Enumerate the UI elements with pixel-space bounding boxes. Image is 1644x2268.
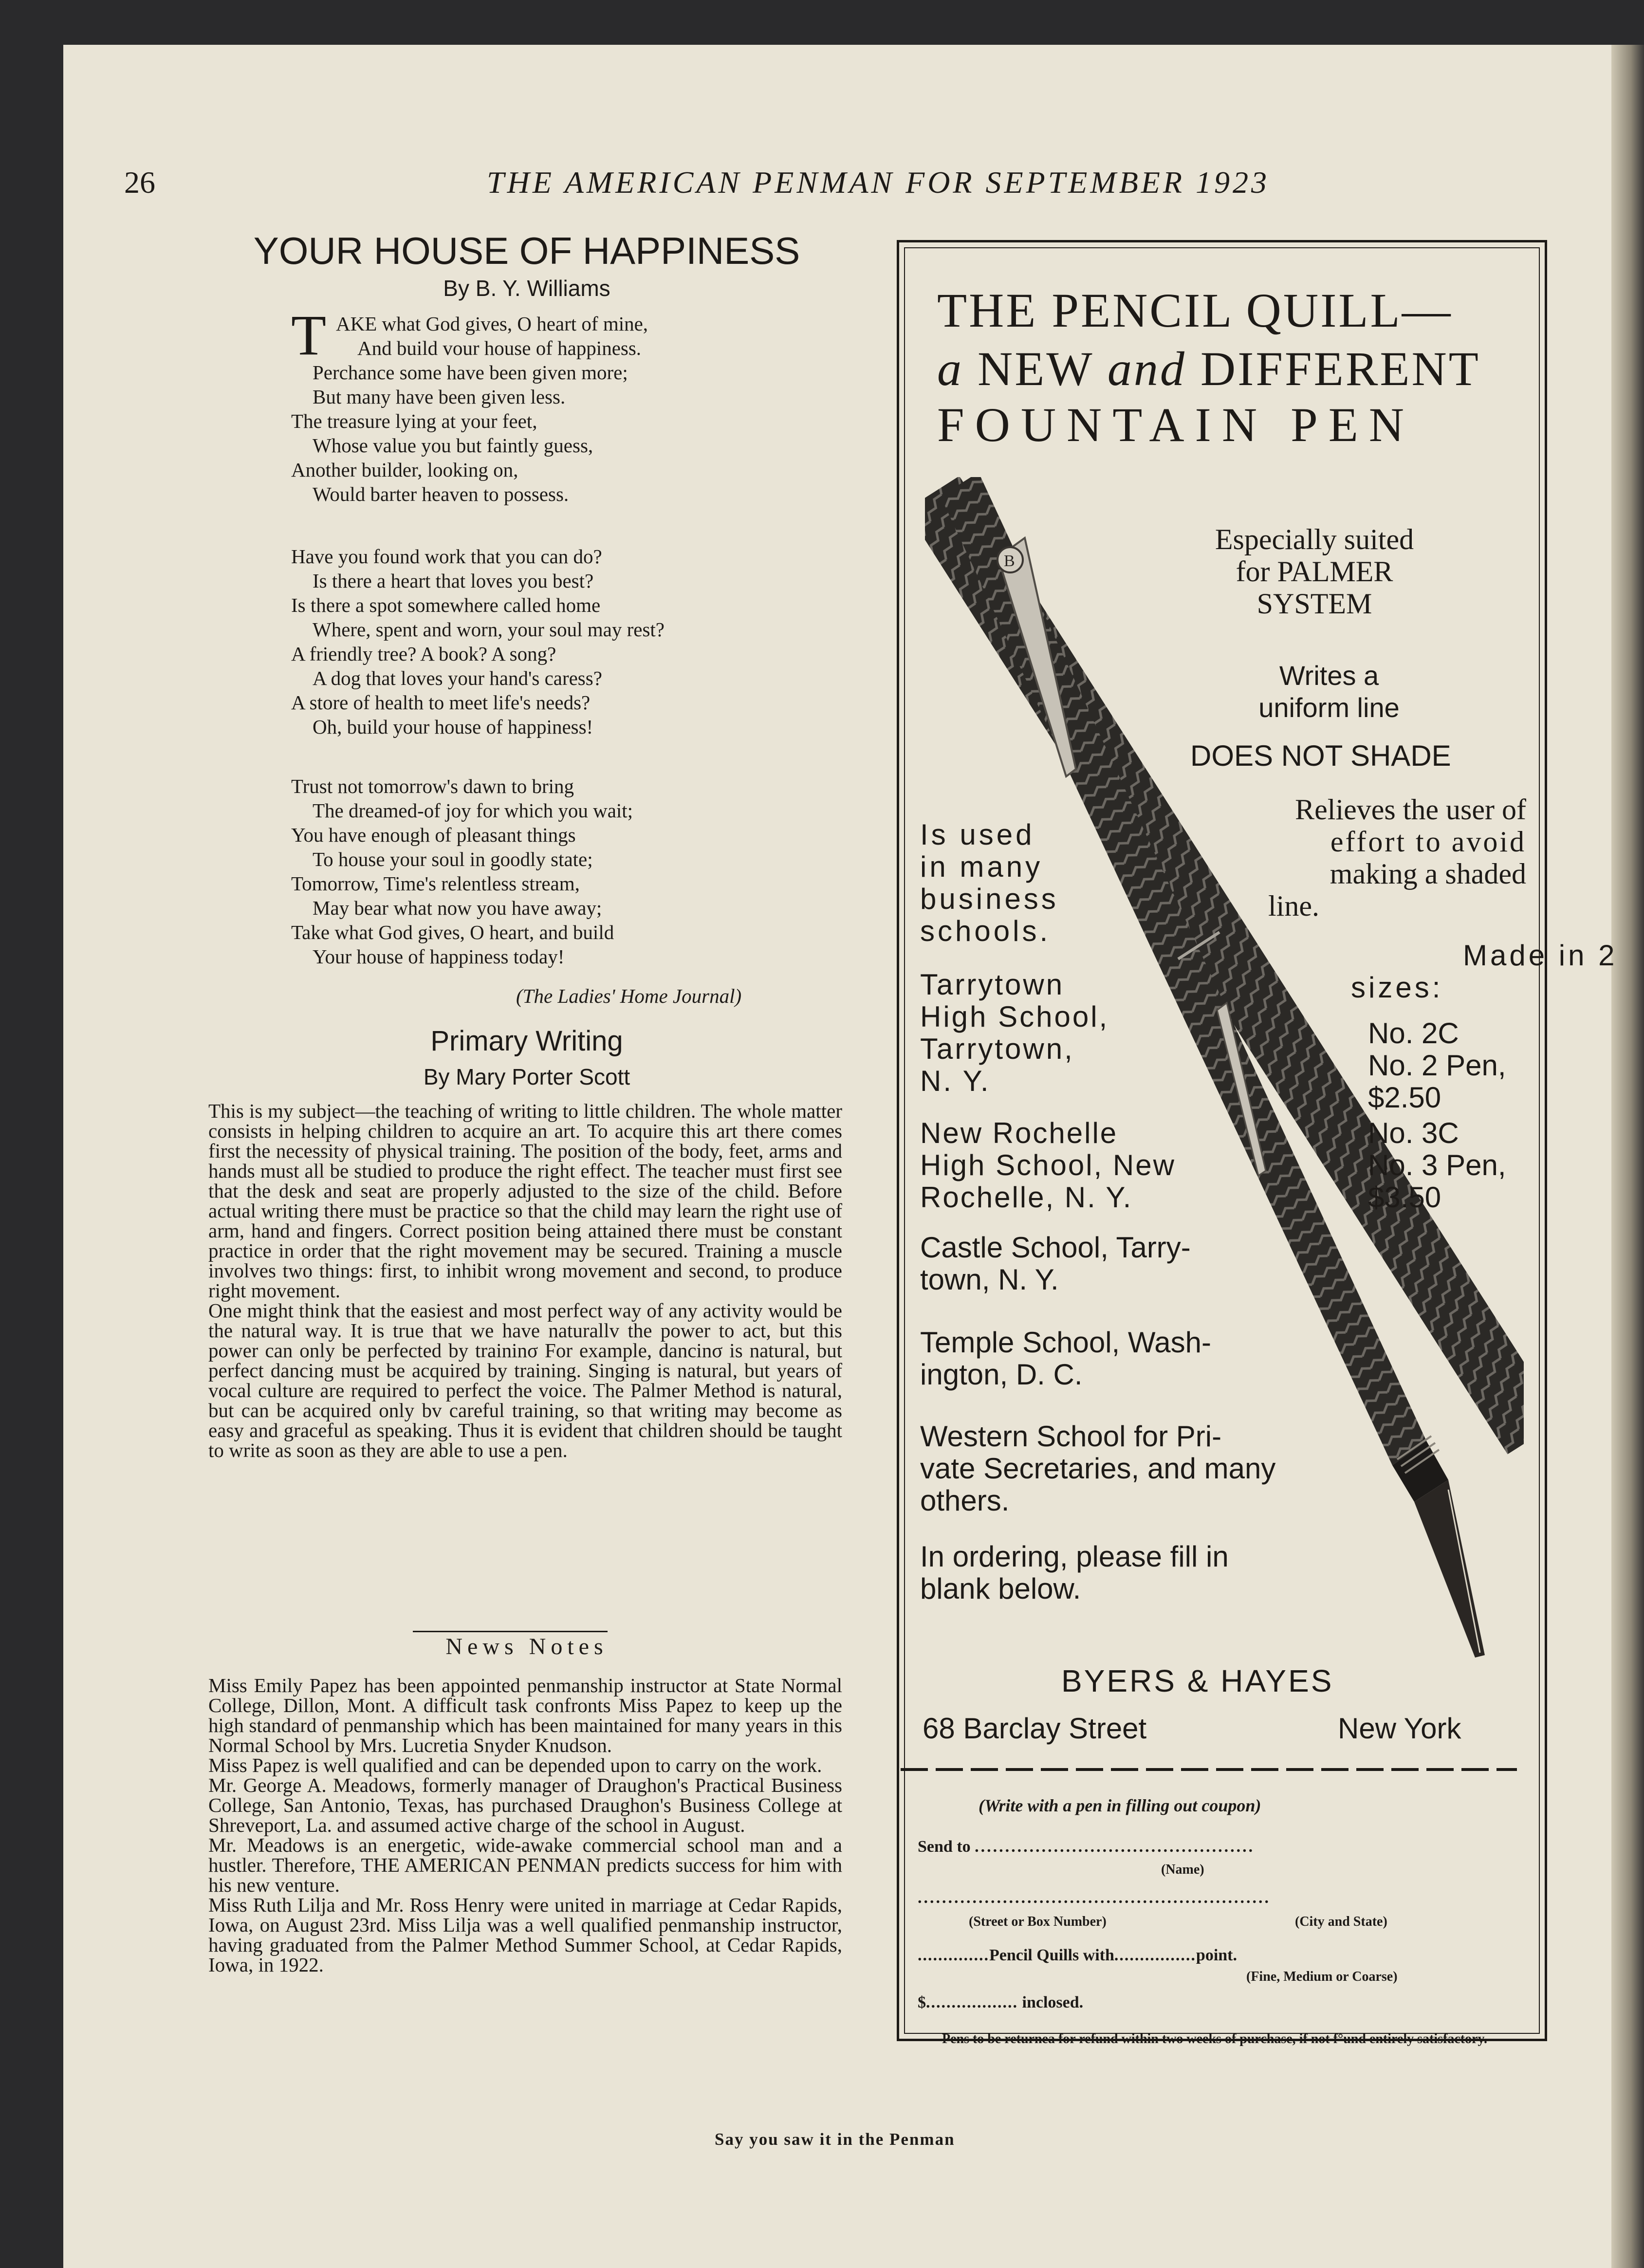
coupon-street-label: (Street or Box Number): [969, 1914, 1107, 1929]
poem-line: To house your soul in goodly state;: [313, 848, 593, 870]
paragraph: Mr. George A. Meadows, formerly manager of Draughon's Practical Business College, San Antonio, Texas, has purchased Draughon's Business College at Shreveport, La. and assumed active charge of the school in August.: [208, 1774, 842, 1836]
poem-line: AKE what God gives, O heart of mine,: [336, 313, 648, 335]
page-edge-shadow: [1611, 45, 1644, 2268]
article-body: [208, 1101, 842, 1460]
svg-text:B: B: [1004, 552, 1015, 570]
ad-schools-3: Castle School, Tarry- town, N. Y.: [920, 1231, 1191, 1296]
coupon-dollar-line: $.................. inclosed.: [918, 1993, 1084, 2011]
ad-ordering: In ordering, please fill in blank below.: [920, 1540, 1229, 1605]
coupon-instruction: (Write with a pen in filling out coupon): [979, 1796, 1261, 1815]
coupon-name-label: (Name): [1161, 1862, 1204, 1877]
ad-schools-4: Temple School, Wash- ington, D. C.: [920, 1326, 1212, 1391]
coupon-point-note: (Fine, Medium or Coarse): [1246, 1969, 1398, 1984]
ad-does-not-shade: DOES NOT SHADE: [1190, 739, 1451, 772]
poem-line: Have you found work that you can do?: [291, 545, 602, 568]
paragraph: Miss Papez is well qualified and can be depended upon to carry on the work.: [208, 1754, 822, 1776]
coupon-city-label: (City and State): [1295, 1914, 1387, 1929]
poem-line: Perchance some have been given more;: [313, 361, 628, 384]
coupon-refund-note: Pens to be returnea for refund within two weeks of purchase, if not f°und entirely satisfactory.: [942, 2031, 1487, 2047]
poem-source: (The Ladies' Home Journal): [516, 985, 742, 1007]
ad-city: New York: [1338, 1712, 1461, 1745]
coupon-address-line: ..........................................................: [918, 1889, 1271, 1907]
ad-suited: Especially suited for PALMER SYSTEM: [1215, 523, 1414, 620]
paragraph: One might think that the easiest and most perfect way of any activity would be the natural way. It is true that we have naturallv the power to act, but this power can only be perfected by traininσ For example, dancinσ is natural, but perfect dancing must be acquired by training. Singing is natural, but years of vocal culture are required to perfect the voice. The Palmer Method is natural, but can be acquired only bv careful training, so that writing may become as easy and graceful as speaking. Thus it is evident that children should be taught to write as soon as they are able to use a pen.: [208, 1299, 842, 1461]
section-rule: [413, 1631, 608, 1632]
poem-line: And build vour house of happiness.: [357, 337, 642, 359]
ad-headline-2: a NEW and DIFFERENT: [937, 342, 1480, 396]
poem-line: Would barter heaven to possess.: [313, 483, 569, 505]
ad-street: 68 Barclay Street: [923, 1712, 1147, 1745]
poem-line: Take what God gives, O heart, and build: [291, 921, 614, 943]
poem-stanza-1: [291, 312, 648, 506]
poem-line: A dog that loves your hand's caress?: [313, 667, 602, 689]
poem-line: Another builder, looking on,: [291, 459, 518, 481]
ad-schools-2: New Rochelle High School, New Rochelle, N. Y.: [920, 1117, 1176, 1214]
article-title: Primary Writing: [430, 1025, 623, 1057]
ad-writes: Writes a uniform line: [1258, 660, 1400, 723]
ad-size-1: No. 2C No. 2 Pen, $2.50: [1368, 1017, 1506, 1114]
paragraph: This is my subject—the teaching of writing to little children. The whole matter consists in helping children to acquire an art. To acquire this art there comes first the necessity of physical training. The position of the body, feet, arms and hands must all be studied to produce the right effect. The teacher must first see that the desk and seat are properly adjusted to the size of the child. Before actual writing there must be practice so that the child may learn the right use of arm, hand and fingers. Correct position being attained there must be constant practice in order that the right movement may be secured. Training a muscle involves two things: first, to inhibit wrong movement and second, to produce right movement.: [208, 1100, 842, 1302]
poem-line: A store of health to meet life's needs?: [291, 691, 591, 714]
ad-headline-3: FOUNTAIN PEN: [937, 398, 1415, 452]
coupon-cut-line: [901, 1768, 1517, 1771]
ad-sizes-title: Made in 2 sizes:: [1351, 939, 1618, 1004]
poem-line: Oh, build your house of happiness!: [313, 716, 593, 738]
poem-line: May bear what now you have away;: [313, 897, 602, 919]
poem-line: The dreamed-of joy for which you wait;: [313, 799, 633, 822]
page-number: 26: [124, 165, 155, 200]
paragraph: Mr. Meadows is an energetic, wide-awake commercial school man and a hustler. Therefore, THE AMERICAN PENMAN predicts success for him with his new venture.: [208, 1834, 842, 1896]
poem-stanza-2: [291, 544, 665, 739]
coupon-quills-line: ..............Pencil Quills with................point.: [918, 1946, 1238, 1964]
ad-relieves: Relieves the user of effort to avoid making a shaded line.: [1268, 793, 1526, 922]
poem-line: Is there a spot somewhere called home: [291, 594, 601, 616]
paragraph: Miss Ruth Lilja and Mr. Ross Henry were united in marriage at Cedar Rapids, Iowa, on August 23rd. Miss Lilja was a well qualified penmanship instructor, having graduated from the Palmer Method Summer School, at Cedar Rapids, Iowa, in 1922.: [208, 1894, 842, 1976]
pen-nib: [1414, 1480, 1485, 1658]
poem-byline: By B. Y. Williams: [443, 276, 610, 301]
running-header: THE AMERICAN PENMAN FOR SEPTEMBER 1923: [487, 165, 1270, 200]
page-footer: Say you saw it in the Penman: [715, 2130, 955, 2149]
coupon-send-to: Send to ..............................................: [918, 1838, 1255, 1856]
poem-line: Whose value you but faintly guess,: [313, 434, 593, 457]
poem-stanza-3: [291, 774, 633, 969]
paragraph: Miss Emily Papez has been appointed penmanship instructor at State Normal College, Dillon, Mont. A difficult task confronts Miss Papez to keep up the high standard of penmanship which has been maintained for many years in this Normal School by Mrs. Lucretia Snyder Knudson.: [208, 1674, 842, 1756]
ad-schools-5: Western School for Pri- vate Secretaries, and many others.: [920, 1420, 1276, 1517]
poem-line: You have enough of pleasant things: [291, 824, 576, 846]
poem-line: Where, spent and worn, your soul may rest?: [313, 618, 665, 641]
poem-dropcap: T: [291, 303, 327, 367]
poem-line: The treasure lying at your feet,: [291, 410, 537, 432]
poem-line: But many have been given less.: [313, 386, 566, 408]
poem-line: Is there a heart that loves you best?: [313, 570, 594, 592]
ad-used: Is used in many business schools.: [920, 818, 1059, 947]
news-body: [208, 1676, 842, 1975]
poem-line: A friendly tree? A book? A song?: [291, 643, 556, 665]
poem-line: Tomorrow, Time's relentless stream,: [291, 872, 580, 895]
ad-company: BYERS & HAYES: [1061, 1663, 1334, 1698]
ad-size-2: No. 3C No. 3 Pen, $3.50: [1368, 1117, 1506, 1214]
poem-line: Trust not tomorrow's dawn to bring: [291, 775, 574, 797]
ad-headline: THE PENCIL QUILL—: [937, 283, 1453, 337]
ad-schools-1: Tarrytown High School, Tarrytown, N. Y.: [920, 968, 1109, 1097]
poem-title: YOUR HOUSE OF HAPPINESS: [253, 229, 800, 272]
poem-line: Your house of happiness today!: [313, 945, 565, 968]
news-title: News Notes: [445, 1634, 608, 1660]
article-byline: By Mary Porter Scott: [423, 1064, 630, 1089]
